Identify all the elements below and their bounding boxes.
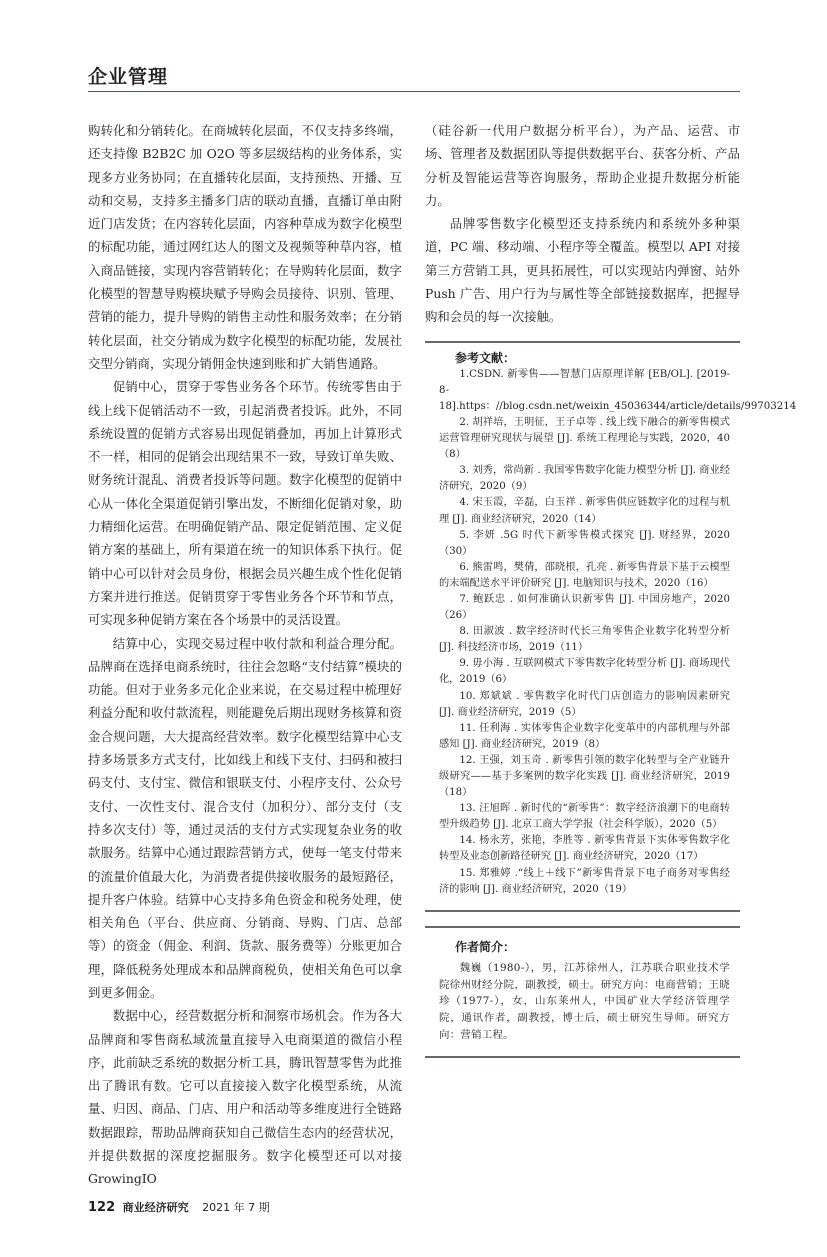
reference-item: 14. 杨永芳，张艳，李胜等 . 新零售背景下实体零售数字化转型及业态创新路径研究 [J]. 商业经济研究，2020（17） bbox=[439, 835, 730, 863]
body-paragraph: 结算中心，实现交易过程中收付款和利益合理分配。品牌商在选择电商系统时，往往会忽略“支付结算”模块的功能。但对于业务多元化企业来说，在交易过程中梳理好利益分配和收付款流程，则能避免后期出现财务核算和资金合规问题，大大提高经营效率。数字化模型结算中心支持多场景多方式支付，比如线上和线下支付、扫码和被扫码支付、支付宝、微信和银联支付、小程序支付、公众号支付、一次性支付、混合支付（加积分）、部分支付（支持多次支付）等，通过灵活的支付方式实现复杂业务的收款服务。结算中心通过跟踪营销方式，使每一笔支付带来的流量价值最大化，为消费者提供接收服务的最短路径，提升客户体验。结算中心支持多角色资金和税务处理，使相关角色（平台、供应商、分销商、导购、门店、总部等）的资金（佣金、利润、货款、服务费等）分账更加合理，降低税务处理成本和品牌商税负，使相关角色可以拿到更多佣金。 bbox=[88, 635, 402, 1000]
references-list bbox=[425, 367, 797, 898]
issue-label: 2021 年 7 期 bbox=[202, 1200, 270, 1214]
page bbox=[88, 64, 797, 1257]
reference-item: 9. 毋小海 . 互联网模式下零售数字化转型分析 [J]. 商场现代化，2019（6） bbox=[439, 658, 730, 686]
reference-item: 7. 鲍跃忠 . 如何准确认识新零售 [J]. 中国房地产，2020（26） bbox=[439, 593, 730, 622]
body-paragraph: 品牌零售数字化模型还支持系统内和系统外多种渠道，PC 端、移动端、小程序等全覆盖。模型以 API 对接第三方营销工具，更具拓展性，可以实现站内弹窗、站外 Push 广告、用户行为与属性等全部链接数据库，把握导购和会员的每一次接触。 bbox=[425, 216, 740, 325]
author-bio-title: 作者简介： bbox=[455, 939, 516, 954]
author-bio-text: 魏巍（1980-），男，江苏徐州人，江苏联合职业技术学院徐州财经分院，副教授，硕士。研究方向：电商营销；王晓珍（1977-），女，山东莱州人，中国矿业大学经济管理学院，通讯作者，副教授，博士后，硕士研究生导师。研究方向：营销工程。 bbox=[439, 961, 730, 1041]
left-column bbox=[88, 119, 402, 1191]
body-paragraph: 促销中心，贯穿于零售业务各个环节。传统零售由于线上线下促销活动不一致，引起消费者投诉。此外，不同系统设置的促销方式容易出现促销叠加，再加上计算形式不一样，相同的促销会出现结果不一致，导致订单失败、财务统计混乱、消费者投诉等问题。数字化模型的促销中心从一体化全渠道促销引擎出发，不断细化促销对象，助力精细化运营。在明确促销产品、限定促销范围、定义促销方案的基础上，所有渠道在统一的知识体系下执行。促销中心可以针对会员身份，根据会员兴趣生成个性化促销方案并进行推送。促销贯穿于零售业务各个环节和节点，可实现多种促销方案在各个场景中的灵活设置。 bbox=[88, 379, 402, 628]
reference-item: 4. 宋玉霞，辛磊，白玉祥 . 新零售供应链数字化的过程与机理 [J]. 商业经济研究，2020（14） bbox=[439, 497, 730, 525]
references-top-rule bbox=[425, 341, 740, 343]
columns bbox=[88, 119, 797, 1191]
bio-top-rule bbox=[425, 926, 740, 928]
body-paragraph: 购转化和分销转化。在商城转化层面，不仅支持多终端，还支持像 B2B2C 加 O2O 等多层级结构的业务体系，实现多方业务协同；在直播转化层面，支持预热、开播、互动和交易，支持多主播多门店的联动直播，直播订单由附近门店发货；在内容转化层面，内容种草成为数字化模型的标配功能，通过网红达人的图文及视频等种草内容，植入商品链接，实现内容营销转化；在导购转化层面，数字化模型的智慧导购模块赋予导购会员接待、识别、管理、营销的能力，提升导购的销售主动性和服务效率；在分销转化层面，社交分销成为数字化模型的标配功能，发展社交型分销商，实现分销佣金快速到账和扩大销售通路。 bbox=[88, 123, 402, 371]
header-divider bbox=[88, 91, 740, 92]
reference-item: 5. 李妍 .5G 时代下新零售模式探究 [J]. 财经界，2020（30） bbox=[439, 529, 730, 557]
reference-item: 8. 田淑波 . 数字经济时代长三角零售企业数字化转型分析 [J]. 科技经济市场，2019（11） bbox=[439, 626, 730, 654]
body-paragraph: （硅谷新一代用户数据分析平台），为产品、运营、市场、管理者及数据团队等提供数据平台、获客分析、产品分析及智能运营等咨询服务，帮助企业提升数据分析能力。 bbox=[425, 123, 740, 208]
reference-item: 15. 郑雅婷 .“线上＋线下”新零售背景下电子商务对零售经济的影响 [J]. 商业经济研究，2020（19） bbox=[439, 867, 730, 895]
reference-item: 3. 刘秀，常尚新 . 我国零售数字化能力模型分析 [J]. 商业经济研究，2020（9） bbox=[439, 465, 730, 493]
reference-item: 11. 任利海 . 实体零售企业数字化变革中的内部机理与外部感知 [J]. 商业经济研究，2019（8） bbox=[439, 722, 730, 750]
page-number: 122 bbox=[88, 1199, 116, 1215]
reference-item: 6. 熊雷鸣，樊倩，邵晓根，孔亮 . 新零售背景下基于云模型的末端配送水平评价研究 [J]. 电脑知识与技术，2020（16） bbox=[439, 561, 730, 589]
references-bottom-rule bbox=[425, 910, 740, 912]
section-header: 企业管理 bbox=[88, 66, 169, 88]
reference-item: 2. 胡祥培，王明征，王子卓等 . 线上线下融合的新零售模式运营管理研究现状与展望 [J]. 系统工程理论与实践，2020，40（8） bbox=[439, 416, 730, 461]
journal-name: 商业经济研究 bbox=[122, 1200, 189, 1214]
references-title: 参考文献： bbox=[455, 350, 516, 365]
bio-bottom-rule bbox=[425, 1056, 740, 1058]
right-column bbox=[425, 119, 797, 1058]
reference-item: 1.CSDN. 新零售——智慧门店原理详解 [EB/OL]. [2019-8-18].https：//blog.csdn.net/weixin_45036344/article/details/99703214 bbox=[439, 368, 797, 412]
reference-item: 12. 王强，刘玉奇 . 新零售引领的数字化转型与全产业链升级研究——基于多案例的数字化实践 [J]. 商业经济研究，2019（18） bbox=[439, 754, 730, 799]
reference-item: 13. 汪旭晖 . 新时代的“新零售”：数字经济浪潮下的电商转型升级趋势 [J]. 北京工商大学学报（社会科学版），2020（5） bbox=[439, 803, 730, 831]
reference-item: 10. 郑斌斌 . 零售数字化时代门店创造力的影响因素研究 [J]. 商业经济研究，2019（5） bbox=[439, 690, 730, 718]
body-paragraph: 数据中心，经营数据分析和洞察市场机会。作为各大品牌商和零售商私域流量直接导入电商渠道的微信小程序，此前缺乏系统的数据分析工具，腾讯智慧零售为此推出了腾讯有数。它可以直接接入数字化模型系统，从流量、归因、商品、门店、用户和活动等多维度进行全链路数据跟踪，帮助品牌商获知自己微信生态内的经营状况，并提供数据的深度挖掘服务。数字化模型还可以对接 GrowingIO bbox=[88, 1008, 402, 1187]
page-footer bbox=[88, 1199, 740, 1217]
